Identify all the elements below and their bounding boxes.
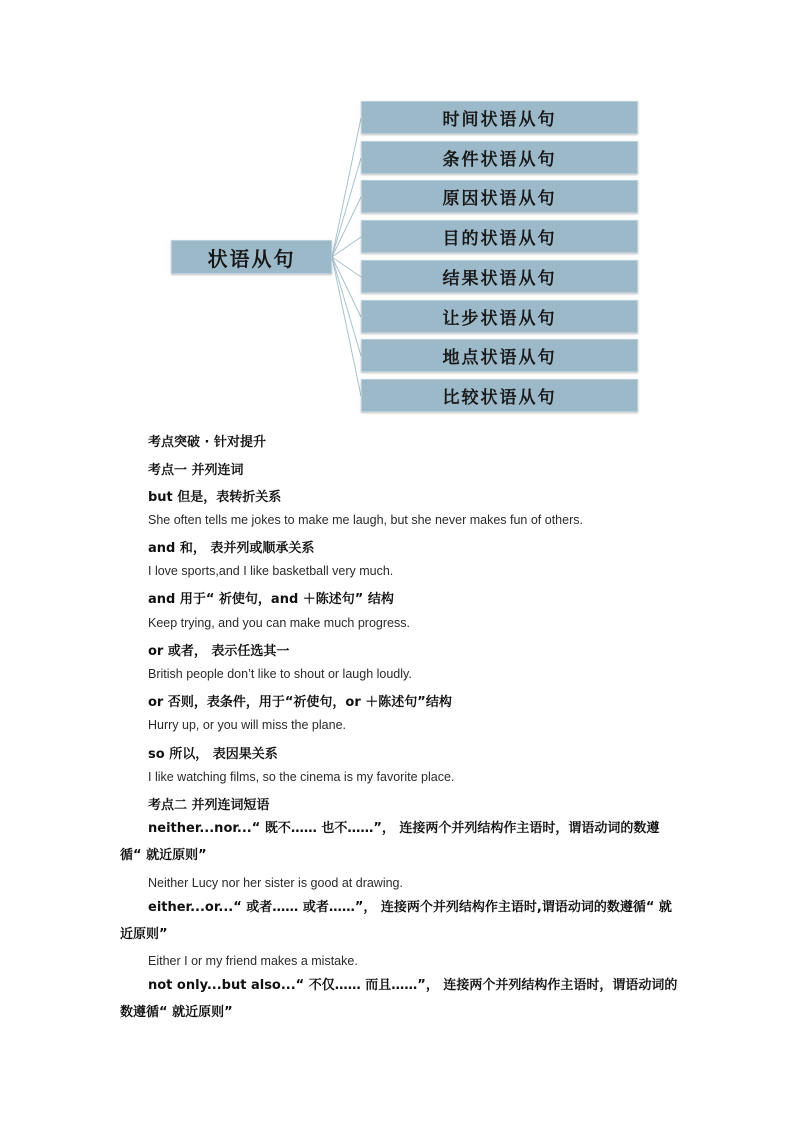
but-rule: but 但是，表转折关系 [148, 490, 282, 505]
or-example: British people don’t like to shout or laugh loudly. [148, 667, 412, 681]
or-rule-2: or 否则，表条件，用于“祈使句，or ＋陈述句”结构 [148, 695, 452, 710]
either-or-example: Either I or my friend makes a mistake. [148, 954, 358, 968]
or-rule: or 或者， 表示任选其一 [148, 644, 290, 659]
mind-map-root-node: 状语从句 [171, 240, 332, 274]
branch-node-purpose: 目的状语从句 [361, 220, 638, 253]
connector-1 [332, 118, 361, 257]
point-two-title: 考点二 并列连词短语 [148, 798, 270, 813]
connector-8 [332, 257, 361, 396]
branch-node-condition: 条件状语从句 [361, 141, 638, 174]
branch-node-concession: 让步状语从句 [361, 300, 638, 333]
not-only-but-also-rule: not only...but also...“ 不仅…… 而且……”， 连接两个并列结构作主语时，谓语动词的数遵循“ 就近原则” [120, 978, 678, 1020]
mind-map [0, 0, 794, 420]
or-example-2: Hurry up, or you will miss the plane. [148, 718, 346, 732]
branch-node-place: 地点状语从句 [361, 339, 638, 372]
neither-nor-example: Neither Lucy nor her sister is good at drawing. [148, 876, 403, 890]
branch-node-result: 结果状语从句 [361, 260, 638, 293]
connector-2 [332, 158, 361, 257]
point-one-title: 考点一 并列连词 [148, 463, 244, 478]
branch-node-comparison: 比较状语从句 [361, 379, 638, 412]
connector-7 [332, 257, 361, 356]
but-example: She often tells me jokes to make me laugh, but she never makes fun of others. [148, 513, 583, 527]
branch-node-reason: 原因状语从句 [361, 180, 638, 213]
so-example: I like watching films, so the cinema is my favorite place. [148, 770, 455, 784]
either-or-rule: either...or...“ 或者…… 或者……”， 连接两个并列结构作主语时,谓语动词的数遵循“ 就近原则” [120, 900, 672, 942]
and-example-2: Keep trying, and you can make much progress. [148, 616, 410, 630]
branch-node-time: 时间状语从句 [361, 101, 638, 134]
section-title: 考点突破 · 针对提升 [148, 435, 266, 450]
neither-nor-rule: neither...nor...“ 既不…… 也不……”， 连接两个并列结构作主语时，谓语动词的数遵循“ 就近原则” [120, 821, 660, 863]
and-rule: and 和， 表并列或顺承关系 [148, 541, 315, 556]
and-rule-2: and 用于“ 祈使句，and ＋陈述句” 结构 [148, 592, 394, 607]
and-example: I love sports,and I like basketball very much. [148, 564, 394, 578]
so-rule: so 所以， 表因果关系 [148, 747, 278, 762]
